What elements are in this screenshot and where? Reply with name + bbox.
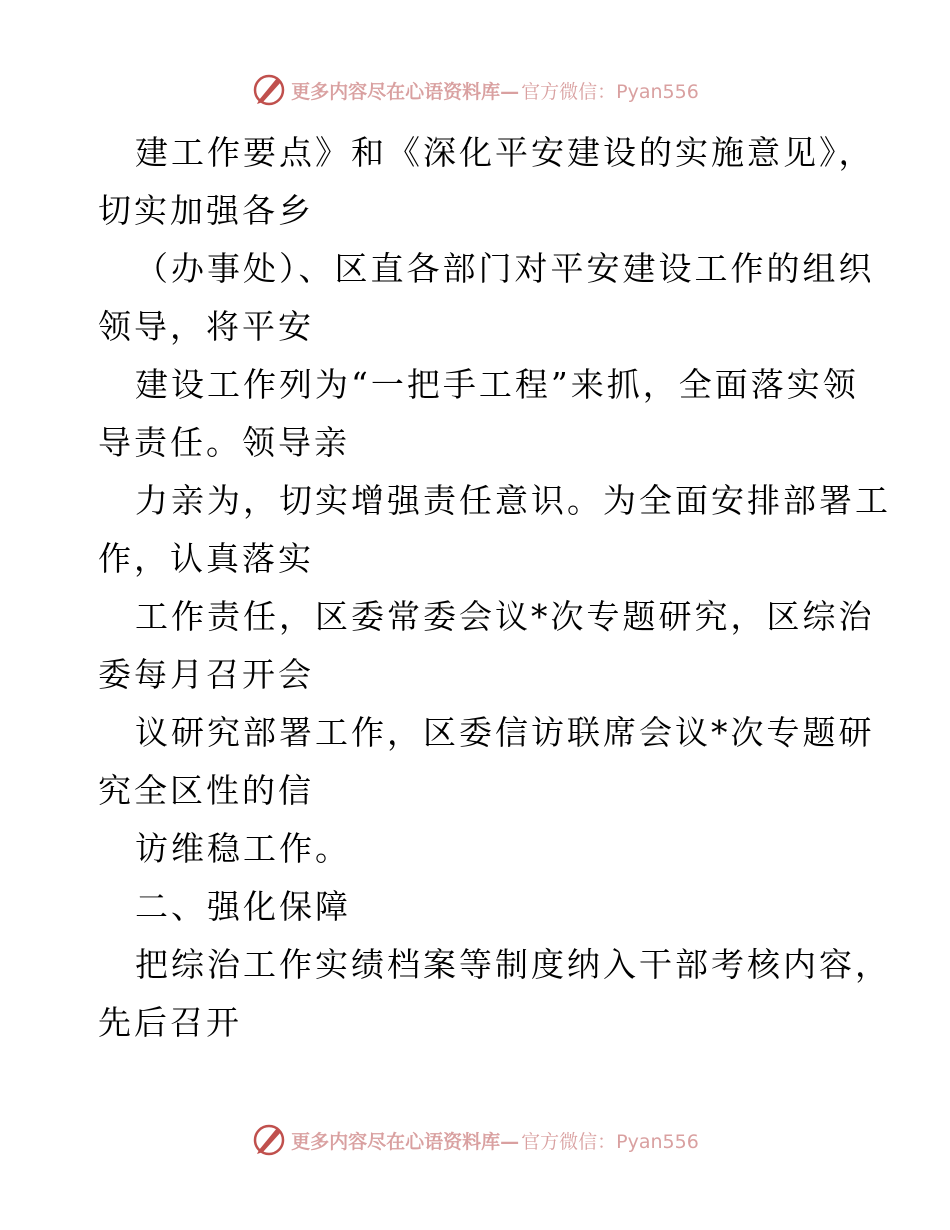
watermark-contact: 官方微信：Pyan556: [521, 1130, 699, 1153]
footer-watermark: [0, 1120, 950, 1160]
watermark-text: 更多内容尽在心语资料库—: [291, 1130, 520, 1153]
text-line: 作，认真落实: [98, 539, 314, 578]
text-line: 建工作要点》和《深化平安建设的实施意见》，: [135, 133, 875, 172]
text-line: 力亲为，切实增强责任意识。为全面安排部署工: [135, 481, 891, 520]
text-line: 访维稳工作。: [135, 829, 351, 868]
watermark-contact: 官方微信：Pyan556: [521, 80, 699, 103]
text-line: 切实加强各乡: [98, 191, 314, 230]
header-watermark: [0, 70, 950, 110]
text-line: 委每月召开会: [98, 655, 314, 694]
document-body: [98, 124, 891, 1052]
text-line: 先后召开: [98, 1003, 242, 1042]
text-line: 究全区性的信: [98, 771, 314, 810]
quill-logo-icon: [251, 72, 287, 108]
text-line: 导责任。领导亲: [98, 423, 350, 462]
text-line: （办事处）、区直各部门对平安建设工作的组织: [135, 249, 875, 288]
watermark-text: 更多内容尽在心语资料库—: [291, 80, 520, 103]
text-line: 议研究部署工作，区委信访联席会议*次专题研: [135, 713, 875, 752]
text-line: 工作责任，区委常委会议*次专题研究，区综治: [135, 597, 875, 636]
text-line: 领导，将平安: [98, 307, 314, 346]
quill-logo-icon: [251, 1122, 287, 1158]
text-line: 把综治工作实绩档案等制度纳入干部考核内容，: [135, 945, 891, 984]
text-line: 建设工作列为“一把手工程”来抓，全面落实领: [135, 365, 859, 404]
section-heading: 二、强化保障: [135, 887, 351, 926]
